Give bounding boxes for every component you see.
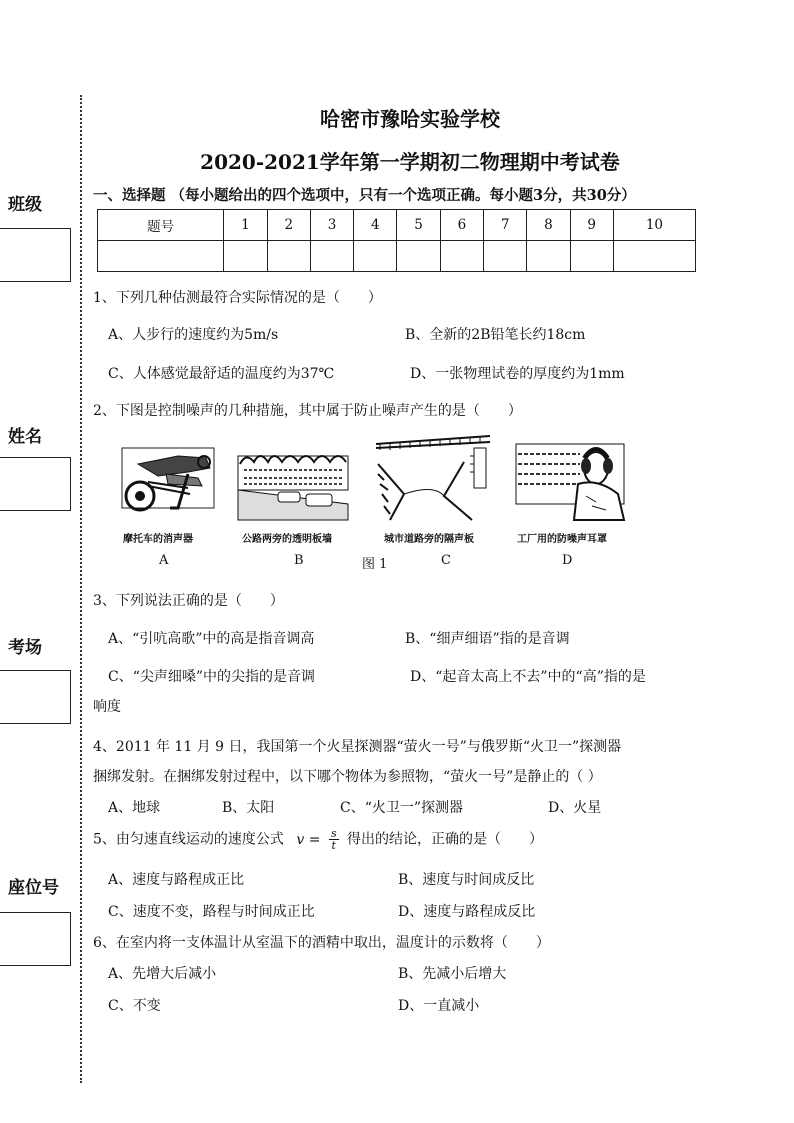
- answer-table-header-row: [98, 210, 696, 241]
- name-label: 姓名: [8, 427, 42, 447]
- answer-col-number: 8: [527, 210, 570, 241]
- question-3-option-c: C、“尖声细嗓”中的尖指的是音调: [108, 669, 316, 685]
- answer-col-number: 1: [224, 210, 267, 241]
- question-3-option-d-continued: 响度: [93, 699, 121, 715]
- transparent-road-barrier-picture: [236, 434, 350, 522]
- formula-denominator: t: [331, 839, 336, 852]
- question-1-stem: 1、下列几种估测最符合实际情况的是（ ）: [93, 290, 382, 306]
- seat-number-field[interactable]: [0, 912, 71, 966]
- question-4-option-c: C、“火卫一”探测器: [340, 800, 464, 816]
- answer-table-header-label: 题号: [98, 210, 224, 241]
- answer-cell[interactable]: [527, 241, 570, 272]
- question-3-option-b: B、“细声细语”指的是音调: [405, 631, 570, 647]
- answer-col-number: 6: [440, 210, 483, 241]
- answer-col-number: 2: [267, 210, 310, 241]
- question-5-option-a: A、速度与路程成正比: [108, 872, 245, 888]
- question-4-stem-line1: 4、2011 年 11 月 9 日，我国第一个火星探测器“萤火一号”与俄罗斯“火卫一”探测器: [93, 739, 622, 755]
- class-field[interactable]: [0, 228, 71, 282]
- question-4-option-b: B、太阳: [222, 800, 275, 816]
- road-sound-barrier-picture: [374, 434, 492, 522]
- school-title: 哈密市豫哈实验学校: [320, 107, 500, 131]
- answer-cell[interactable]: [570, 241, 613, 272]
- figure-caption-a: 摩托车的消声器: [123, 534, 193, 545]
- question-6-stem: 6、在室内将一支体温计从室温下的酒精中取出，温度计的示数将（ ）: [93, 935, 550, 951]
- question-5-option-b: B、速度与时间成反比: [398, 872, 535, 888]
- answer-cell[interactable]: [440, 241, 483, 272]
- question-1-option-c: C、人体感觉最舒适的温度约为37℃: [108, 366, 335, 382]
- answer-col-number: 9: [570, 210, 613, 241]
- question-5-option-d: D、速度与路程成反比: [398, 904, 536, 920]
- exam-room-field[interactable]: [0, 670, 71, 724]
- answer-col-number: 5: [397, 210, 440, 241]
- factory-earmuff-picture: [514, 434, 626, 522]
- question-1-option-a: A、人步行的速度约为5m/s: [108, 327, 279, 343]
- answer-cell[interactable]: [613, 241, 695, 272]
- figure-caption-b: 公路两旁的透明板墙: [242, 534, 332, 545]
- answer-cell[interactable]: [354, 241, 397, 272]
- question-3-option-d: D、“起音太高上不去”中的“高”指的是: [410, 669, 646, 685]
- binding-line: [80, 95, 82, 1083]
- motorcycle-muffler-picture: [118, 434, 218, 522]
- answer-cell[interactable]: [224, 241, 267, 272]
- figure-letter-c: C: [441, 553, 451, 568]
- figure-letter-d: D: [562, 553, 573, 568]
- question-4-option-d: D、火星: [548, 800, 602, 816]
- question-6-option-d: D、一直减小: [398, 998, 480, 1014]
- question-1-option-d: D、一张物理试卷的厚度约为1mm: [410, 366, 625, 382]
- question-5-stem-before: 5、由匀速直线运动的速度公式: [93, 831, 284, 848]
- question-5-stem-after: 得出的结论，正确的是（ ）: [347, 831, 544, 848]
- answer-cell[interactable]: [397, 241, 440, 272]
- formula-numerator: s: [330, 827, 337, 840]
- formula-fraction: [329, 828, 339, 851]
- figure-caption-d: 工厂用的防噪声耳罩: [517, 534, 607, 545]
- question-1-option-b: B、全新的2B铅笔长约18cm: [405, 327, 586, 343]
- figure-caption-c: 城市道路旁的隔声板: [384, 534, 474, 545]
- answer-col-number: 3: [310, 210, 353, 241]
- question-2-stem: 2、下图是控制噪声的几种措施，其中属于防止噪声产生的是（ ）: [93, 403, 522, 419]
- class-label: 班级: [8, 195, 42, 215]
- question-6-option-a: A、先增大后减小: [108, 966, 217, 982]
- question-4-option-a: A、地球: [108, 800, 161, 816]
- answer-table-answer-row: [98, 241, 696, 272]
- question-5-option-c: C、速度不变，路程与时间成正比: [108, 904, 315, 920]
- question-3-option-a: A、“引吭高歌”中的高是指音调高: [108, 631, 315, 647]
- exam-room-label: 考场: [8, 638, 42, 658]
- question-3-stem: 3、下列说法正确的是（ ）: [93, 593, 284, 609]
- section-heading: 一、选择题 （每小题给出的四个选项中，只有一个选项正确。每小题3分，共30分）: [93, 187, 636, 204]
- figure-letter-b: B: [294, 553, 304, 568]
- figure-label: 图 1: [362, 557, 388, 572]
- velocity-formula: [296, 827, 347, 852]
- answer-table: [97, 209, 696, 272]
- question-6-option-c: C、不变: [108, 998, 161, 1014]
- answer-col-number: 4: [354, 210, 397, 241]
- answer-col-number: 7: [484, 210, 527, 241]
- question-5-stem: [93, 828, 543, 851]
- answer-cell[interactable]: [310, 241, 353, 272]
- figure-letter-a: A: [159, 553, 169, 568]
- answer-cell[interactable]: [267, 241, 310, 272]
- name-field[interactable]: [0, 457, 71, 511]
- question-6-option-b: B、先减小后增大: [398, 966, 507, 982]
- answer-cell[interactable]: [484, 241, 527, 272]
- question-4-stem-line2: 捆绑发射。在捆绑发射过程中，以下哪个物体为参照物，“萤火一号”是静止的（ ）: [93, 769, 602, 785]
- formula-v: v: [296, 831, 305, 848]
- formula-equals: =: [308, 831, 321, 848]
- exam-title: 2020-2021学年第一学期初二物理期中考试卷: [200, 150, 620, 174]
- answer-col-number: 10: [613, 210, 695, 241]
- answer-cell: [98, 241, 224, 272]
- seat-number-label: 座位号: [8, 878, 59, 898]
